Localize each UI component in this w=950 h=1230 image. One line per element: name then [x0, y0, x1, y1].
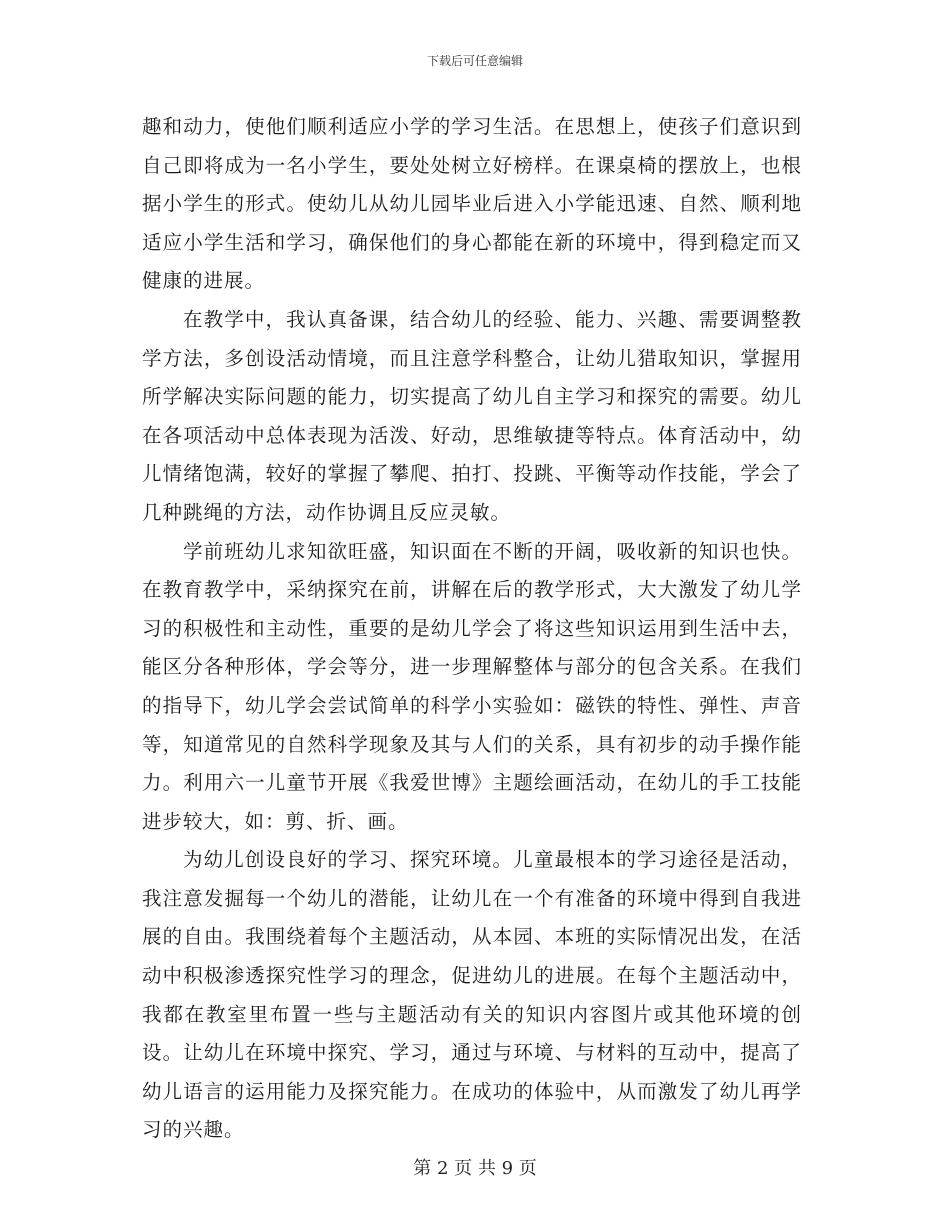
paragraph-1: 趣和动力，使他们顺利适应小学的学习生活。在思想上，使孩子们意识到自己即将成为一名小学生，要处处树立好榜样。在课桌椅的摆放上，也根据小学生的形式。使幼儿从幼儿园毕业后进入小学能迅速、自然、顺利地适应小学生活和学习，确保他们的身心都能在新的环境中，得到稳定而又健康的进展。 — [142, 115, 802, 293]
paragraph-3: 学前班幼儿求知欲旺盛，知识面在不断的开阔，吸收新的知识也快。在教育教学中，采纳探究在前，讲解在后的教学形式，大大激发了幼儿学习的积极性和主动性，重要的是幼儿学会了将这些知识运用到生活中去，能区分各种形体，学会等分，进一步理解整体与部分的包含关系。在我们的指导下，幼儿学会尝试简单的科学小实验如：磁铁的特性、弹性、声音等，知道常见的自然科学现象及其与人们的关系，具有初步的动手操作能力。利用六一儿童节开展《我爱世博》主题绘画活动，在幼儿的手工技能进步较大，如：剪、折、画。 — [142, 539, 802, 833]
paragraph-4: 为幼儿创设良好的学习、探究环境。儿童最根本的学习途径是活动，我注意发掘每一个幼儿的潜能，让幼儿在一个有准备的环境中得到自我进展的自由。我围绕着每个主题活动，从本园、本班的实际情况出发，在活动中积极渗透探究性学习的理念，促进幼儿的进展。在每个主题活动中，我都在教室里布置一些与主题活动有关的知识内容图片或其他环境的创设。让幼儿在环境中探究、学习，通过与环境、与材料的互动中，提高了幼儿语言的运用能力及探究能力。在成功的体验中，从而激发了幼儿再学习的兴趣。 — [142, 848, 802, 1142]
page-number: 第 2 页 共 9 页 — [413, 1158, 537, 1179]
document-body — [142, 108, 802, 1150]
page-header: 下载后可任意编辑 — [426, 54, 523, 68]
paragraph-2: 在教学中，我认真备课，结合幼儿的经验、能力、兴趣、需要调整教学方法，多创设活动情境，而且注意学科整合，让幼儿猎取知识，掌握用所学解决实际问题的能力，切实提高了幼儿自主学习和探究的需要。幼儿在各项活动中总体表现为活泼、好动，思维敏捷等特点。体育活动中，幼儿情绪饱满，较好的掌握了攀爬、拍打、投跳、平衡等动作技能，学会了几种跳绳的方法，动作协调且反应灵敏。 — [142, 307, 802, 524]
